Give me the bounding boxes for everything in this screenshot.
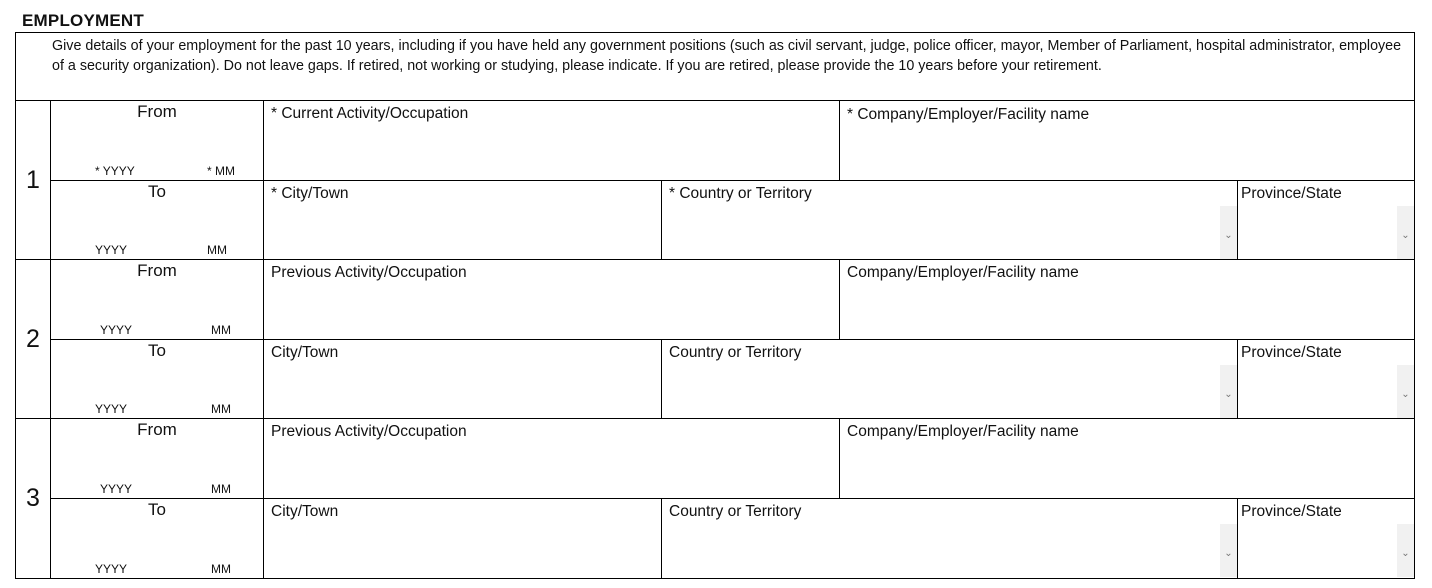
from-date-field[interactable]: [51, 419, 264, 499]
company-employer-label: Company/Employer/Facility name: [847, 264, 1079, 281]
city-town-field[interactable]: [264, 340, 662, 419]
to-date-field[interactable]: [51, 499, 264, 578]
chevron-down-icon[interactable]: ⌄: [1220, 206, 1237, 259]
city-town-field[interactable]: [264, 499, 662, 578]
chevron-down-icon[interactable]: ⌄: [1397, 206, 1414, 259]
chevron-down-icon[interactable]: ⌄: [1397, 365, 1414, 418]
company-employer-field[interactable]: [840, 101, 1414, 181]
from-label: From: [137, 261, 177, 280]
province-state-label: Province/State: [1241, 185, 1342, 202]
country-territory-select[interactable]: [662, 340, 1238, 419]
to-label: To: [148, 182, 166, 201]
country-territory-select[interactable]: [662, 499, 1238, 578]
city-town-label: City/Town: [271, 503, 339, 520]
to-label: To: [148, 341, 166, 360]
to-year-label: YYYY: [95, 562, 128, 576]
country-territory-label: * Country or Territory: [669, 185, 812, 202]
province-state-label: Province/State: [1241, 344, 1342, 361]
city-town-field[interactable]: [264, 181, 662, 260]
row-number: 1: [16, 101, 51, 260]
company-employer-field[interactable]: [840, 260, 1414, 340]
row-number: 2: [16, 260, 51, 419]
row-number: 3: [16, 419, 51, 578]
company-employer-label: * Company/Employer/Facility name: [847, 106, 1090, 123]
activity-occupation-label: Previous Activity/Occupation: [271, 264, 467, 281]
country-territory-label: Country or Territory: [669, 503, 802, 520]
country-territory-label: Country or Territory: [669, 344, 802, 361]
province-state-select[interactable]: [1238, 181, 1414, 260]
from-label: From: [137, 420, 177, 439]
chevron-down-icon[interactable]: ⌄: [1220, 365, 1237, 418]
to-label: To: [148, 500, 166, 519]
to-date-field[interactable]: [51, 181, 264, 260]
city-town-label: * City/Town: [271, 185, 349, 202]
country-territory-select[interactable]: [662, 181, 1238, 260]
from-year-label: YYYY: [100, 482, 133, 496]
company-employer-label: Company/Employer/Facility name: [847, 423, 1079, 440]
from-date-field[interactable]: [51, 101, 264, 181]
activity-occupation-label: * Current Activity/Occupation: [271, 105, 469, 122]
chevron-down-icon[interactable]: ⌄: [1397, 524, 1414, 577]
from-label: From: [137, 102, 177, 121]
company-employer-field[interactable]: [840, 419, 1414, 499]
province-state-select[interactable]: [1238, 340, 1414, 419]
chevron-down-icon[interactable]: ⌄: [1220, 524, 1237, 577]
to-date-field[interactable]: [51, 340, 264, 419]
section-title: EMPLOYMENT: [22, 11, 144, 30]
to-month-label: MM: [207, 243, 227, 257]
province-state-label: Province/State: [1241, 503, 1342, 520]
instructions-text: Give details of your employment for the past 10 years, including if you have held any government positions (such as civil servant, judge, police officer, mayor, Member of Parliament, hospital administrator, employee of a security organization). Do not leave gaps. If retired, not working or studying, please indicate. If you are retired, please provide the 10 years before your retirement.: [16, 33, 1414, 101]
activity-occupation-field[interactable]: [264, 419, 840, 499]
from-date-field[interactable]: [51, 260, 264, 340]
employment-table: [15, 32, 1415, 579]
from-month-label: MM: [211, 482, 231, 496]
to-month-label: MM: [211, 402, 231, 416]
from-year-label: * YYYY: [95, 164, 135, 178]
to-year-label: YYYY: [95, 243, 128, 257]
to-month-label: MM: [211, 562, 231, 576]
city-town-label: City/Town: [271, 344, 339, 361]
activity-occupation-field[interactable]: [264, 101, 840, 181]
to-year-label: YYYY: [95, 402, 128, 416]
from-year-label: YYYY: [100, 323, 133, 337]
activity-occupation-field[interactable]: [264, 260, 840, 340]
province-state-select[interactable]: [1238, 499, 1414, 578]
from-month-label: * MM: [207, 164, 235, 178]
from-month-label: MM: [211, 323, 231, 337]
activity-occupation-label: Previous Activity/Occupation: [271, 423, 467, 440]
